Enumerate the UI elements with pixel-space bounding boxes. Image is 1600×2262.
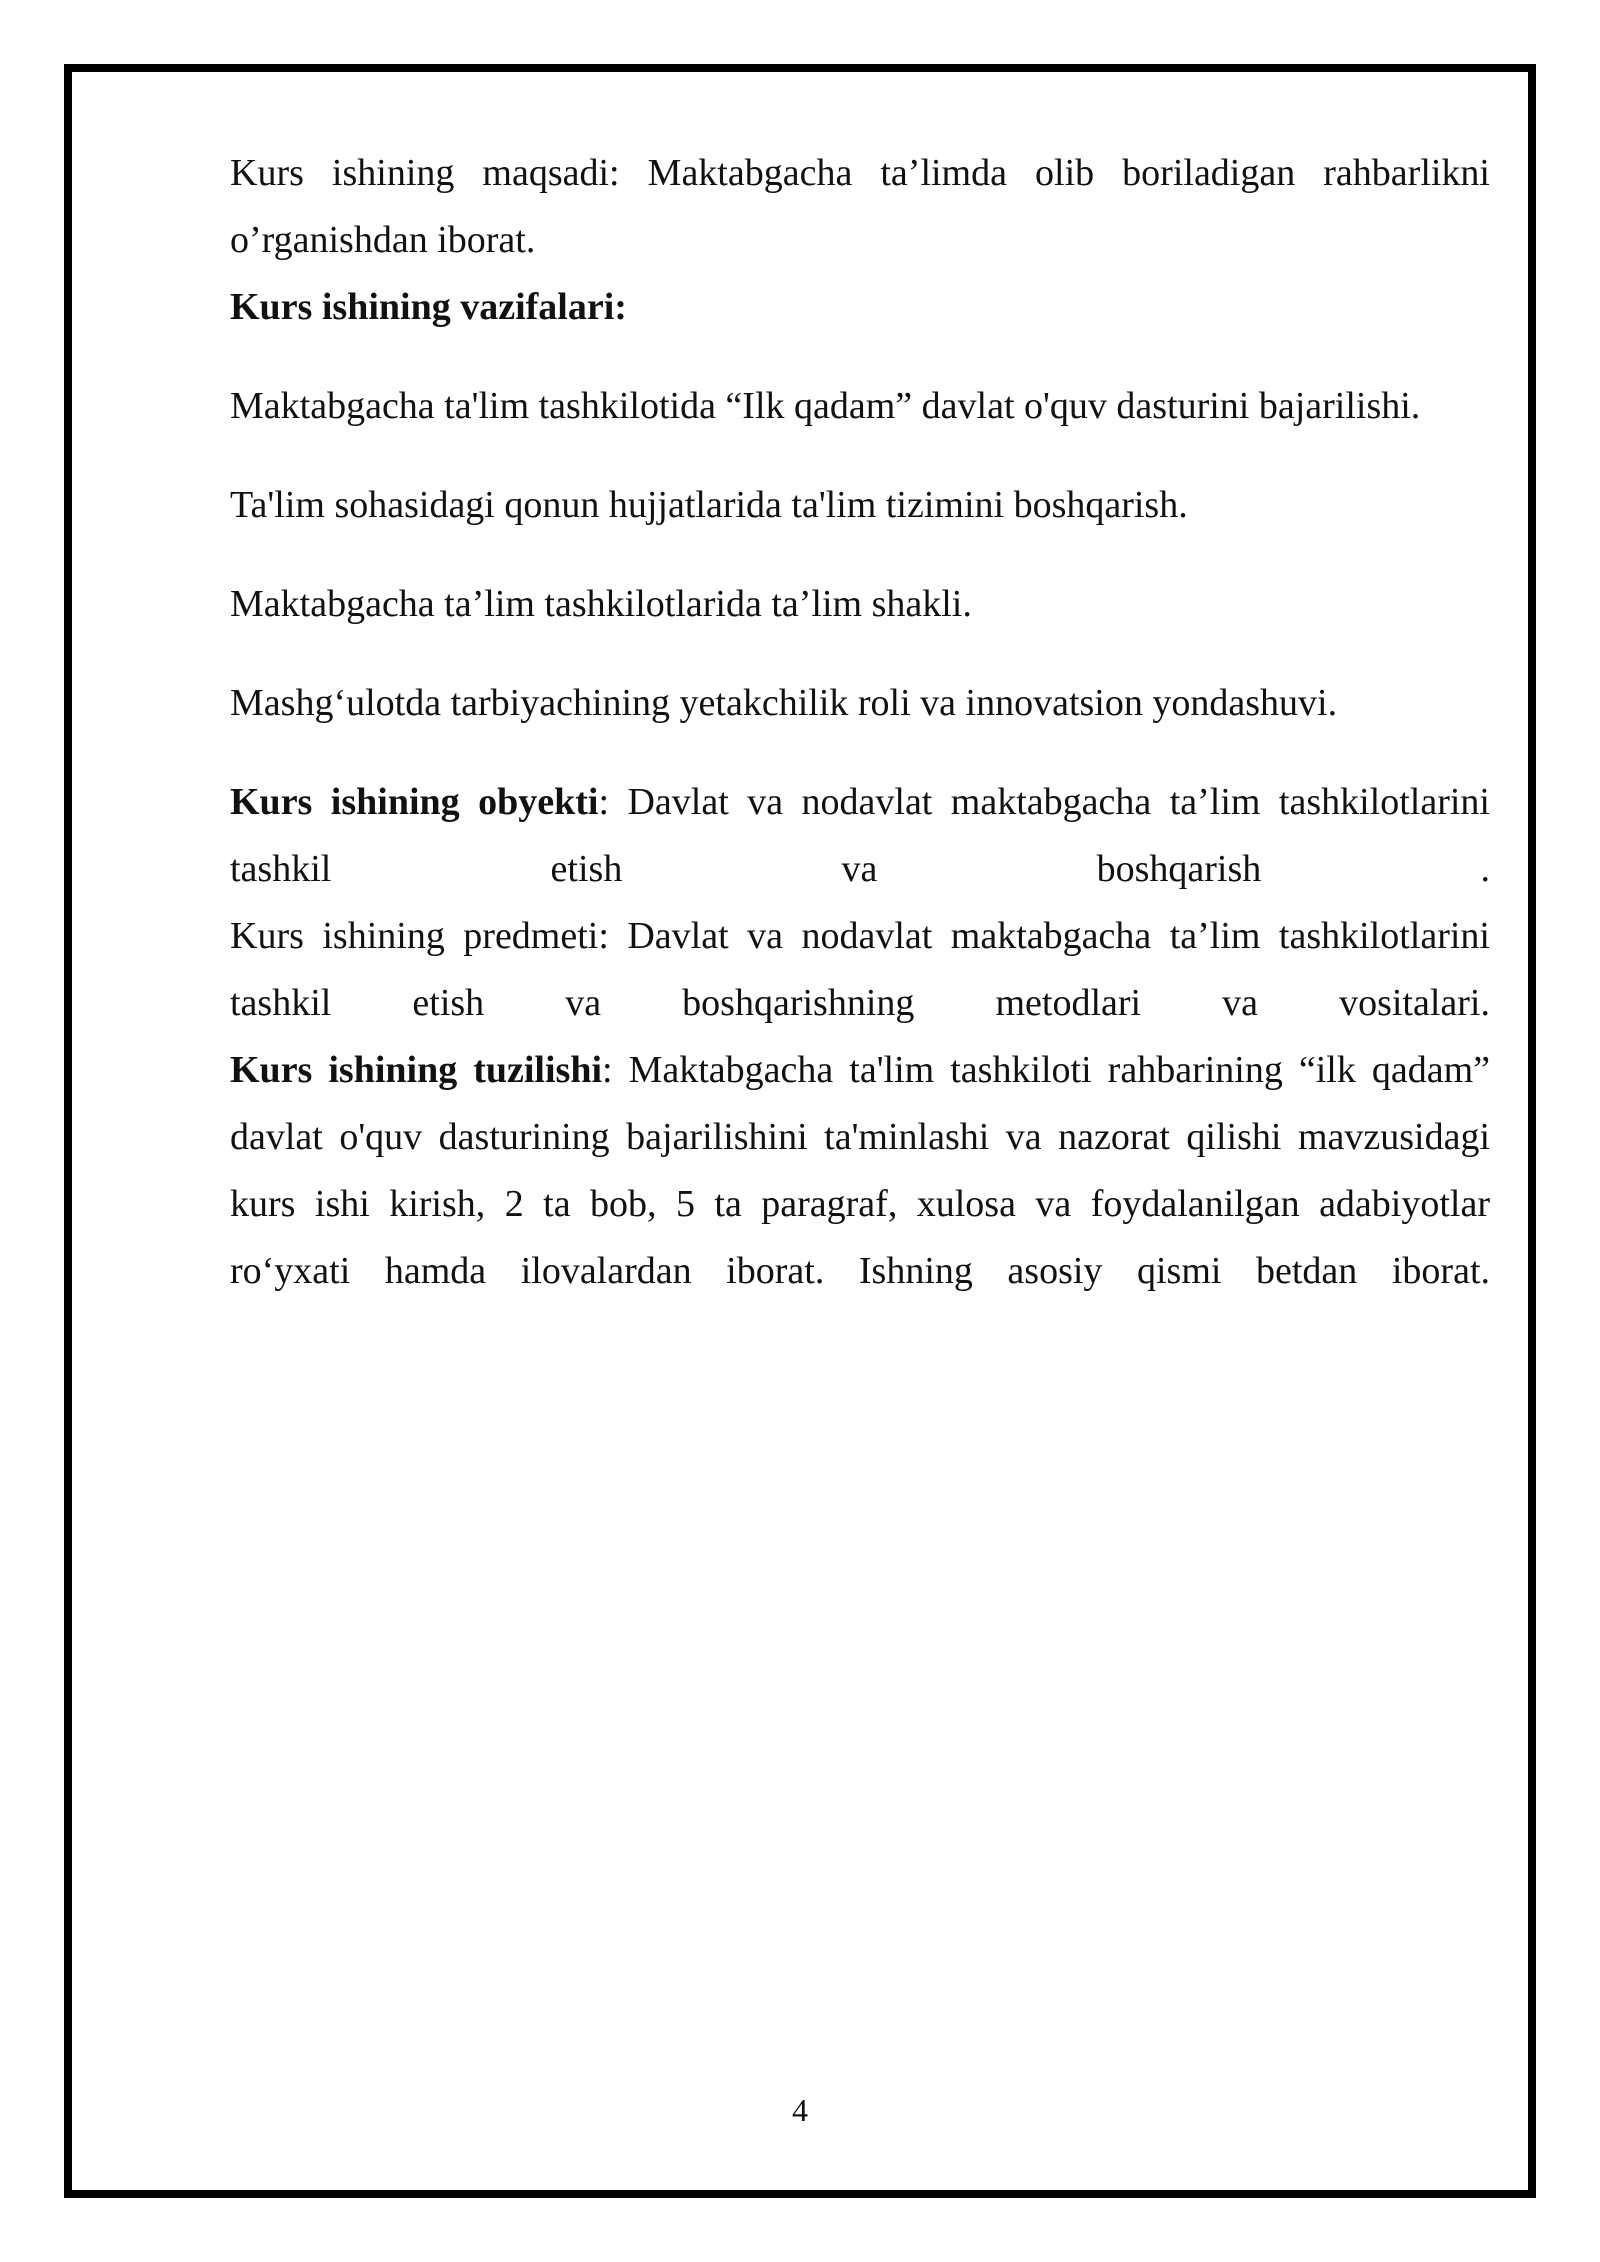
tasks-heading: Kurs ishining vazifalari:	[230, 286, 627, 328]
object-paragraph	[230, 769, 1490, 903]
task-item: Maktabgacha ta'lim tashkilotida “Ilk qadam” davlat o'quv dasturini bajarilishi.	[230, 385, 1421, 427]
page-number: 4	[792, 2092, 808, 2128]
document-body	[230, 140, 1490, 1305]
task-item: Maktabgacha ta’lim tashkilotlarida ta’lim shakli.	[230, 583, 972, 625]
task-item: Ta'lim sohasidagi qonun hujjatlarida ta'lim tizimini boshqarish.	[230, 484, 1188, 526]
subject-paragraph: Kurs ishining predmeti: Davlat va nodavlat maktabgacha ta’lim tashkilotlarini tashkil etish va boshqarishning metodlari va vositalari.	[230, 915, 1490, 1024]
structure-paragraph	[230, 1037, 1490, 1305]
object-end: .	[1480, 848, 1490, 890]
object-text: : Davlat va nodavlat maktabgacha ta’lim tashkilotlarini tashkil etish va boshqarish	[230, 781, 1490, 890]
structure-text: : Maktabgacha ta'lim tashkiloti rahbarining “ilk qadam” davlat o'quv dasturining bajarilishini ta'minlashi va nazorat qilishi mavzusidagi kurs ishi kirish, 2 ta bob, 5 ta paragraf, xulosa va foydalanilgan adabiyotlar ro‘yxati hamda ilovalardan iborat. Ishning asosiy qismi betdan iborat.	[230, 1049, 1490, 1292]
goal-paragraph: Kurs ishining maqsadi: Maktabgacha ta’limda olib boriladigan rahbarlikni o’rganishdan iborat.	[230, 152, 1490, 261]
structure-label: Kurs ishining tuzilishi	[230, 1049, 603, 1091]
task-item: Mashg‘ulotda tarbiyachining yetakchilik roli va innovatsion yondashuvi.	[230, 682, 1338, 724]
object-label: Kurs ishining obyekti	[230, 781, 599, 823]
